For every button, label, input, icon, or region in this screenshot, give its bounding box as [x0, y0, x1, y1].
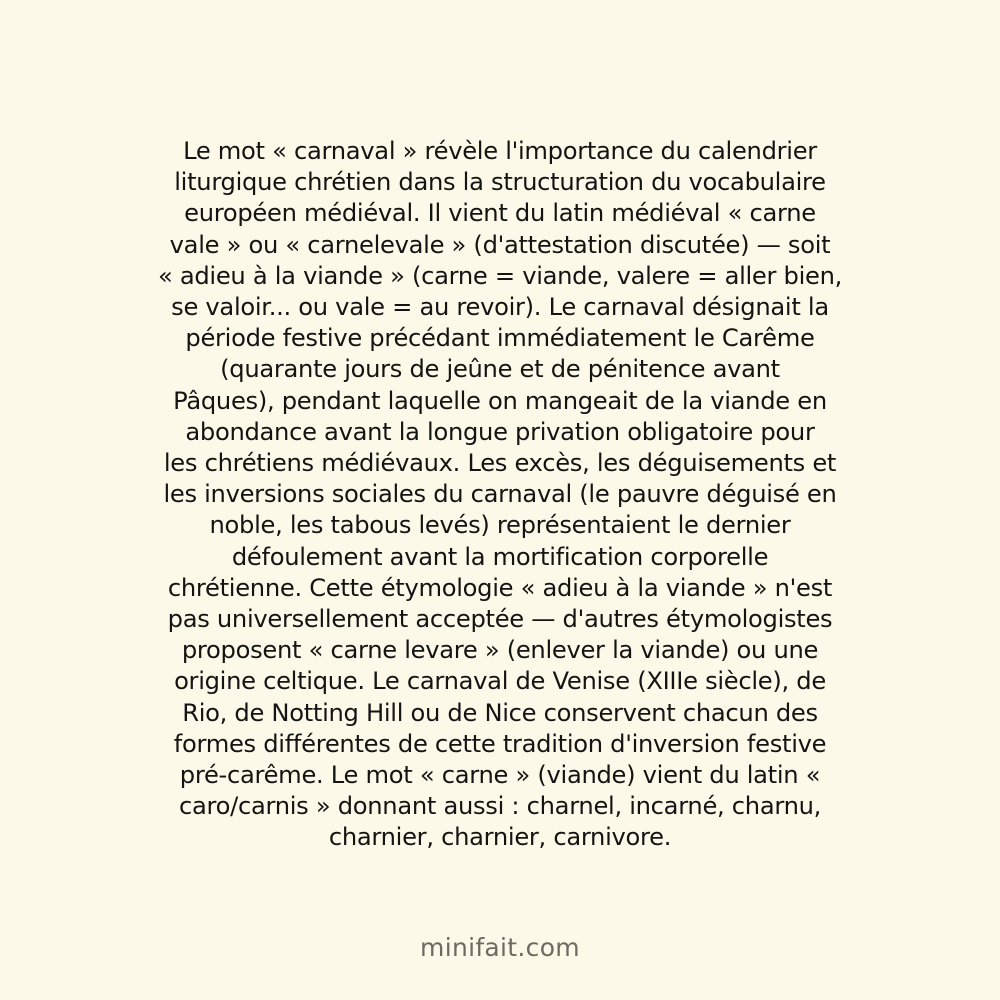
site-watermark: minifait.com: [420, 933, 580, 962]
article-text: Le mot « carnaval » révèle l'importance du calendrier liturgique chrétien dans la structuration du vocabulaire européen médiéval. Il vient du latin médiéval « carne vale » ou « carnelevale » (d'attestation discutée) — soit « adieu à la viande » (carne = viande, valere = aller bien, se valoir... ou vale = au revoir). Le carnaval désignait la période festive précédant immédiatement le Carême (quarante jours de jeûne et de pénitence avant Pâques), pendant laquelle on mangeait de la viande en abondance avant la longue privation obligatoire pour les chrétiens médiévaux. Les excès, les déguisements et les inversions sociales du carnaval (le pauvre déguisé en noble, les tabous levés) représentaient le dernier défoulement avant la mortification corporelle chrétienne. Cette étymologie « adieu à la viande » n'est pas universellement acceptée — d'autres étymologistes proposent « carne levare » (enlever la viande) ou une origine celtique. Le carnaval de Venise (XIIIe siècle), de Rio, de Notting Hill ou de Nice conservent chacun des formes différentes de cette tradition d'inversion festive pré-carême. Le mot « carne » (viande) vient du latin « caro/carnis » donnant aussi : charnel, incarné, charnu, charnier, charnier, carnivore.: [157, 137, 843, 852]
